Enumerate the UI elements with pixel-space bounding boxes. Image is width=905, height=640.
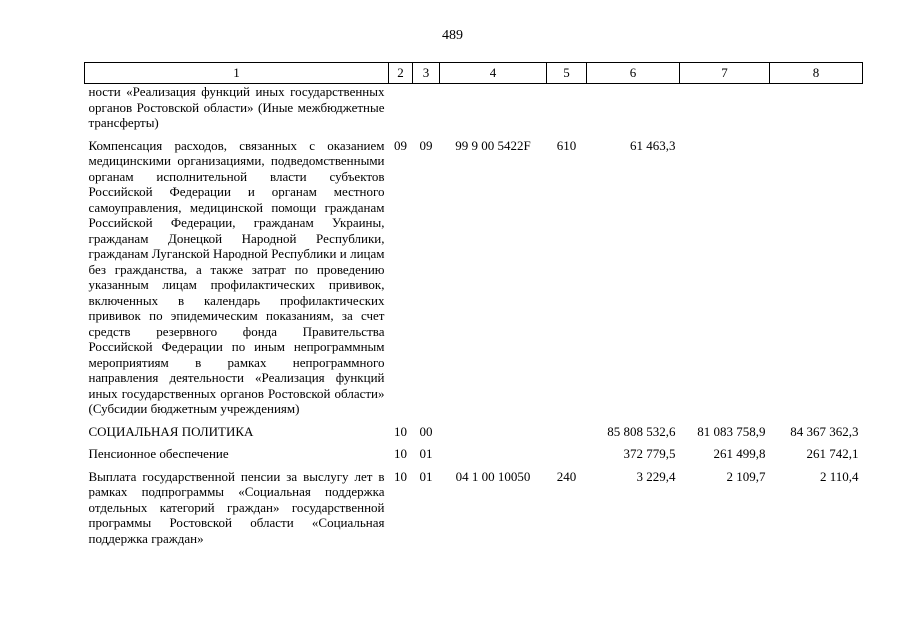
expense-type-code <box>547 417 587 440</box>
row-description: СОЦИАЛЬНАЯ ПОЛИТИКА <box>88 423 254 439</box>
row-description: Выплата государственной пенсии за выслугу лет в рамках подпрограммы «Социальная поддержка отдельных категорий граждан» государственной программы Ростовской области «Социальная поддержка граждан» <box>88 468 385 546</box>
amount-col6: 372 779,5 <box>623 446 676 461</box>
column-header: 2 <box>389 63 413 84</box>
subsection-code: 09 <box>419 137 433 153</box>
table-row <box>85 439 863 462</box>
header-row <box>85 63 863 84</box>
table-row <box>85 131 863 417</box>
table-row <box>85 417 863 440</box>
section-code: 10 <box>394 446 407 461</box>
amount-col6: 85 808 532,6 <box>607 423 676 439</box>
table-row <box>85 462 863 547</box>
table-row <box>85 84 863 131</box>
amount-col8: 84 367 362,3 <box>790 423 859 439</box>
amount-col7: 261 499,8 <box>713 446 766 461</box>
column-header: 3 <box>413 63 440 84</box>
column-header: 8 <box>770 63 863 84</box>
column-header: 7 <box>680 63 770 84</box>
page-number: 489 <box>442 28 463 43</box>
amount-col7 <box>680 131 770 417</box>
row-description: Компенсация расходов, связанных с оказанием медицинскими организациями, подведомственными органам исполнительной власти субъектов Российской Федерации и органам местного самоуправления, медицинской помощи гражданам Российской Федерации, гражданам Украины, гражданам Донецкой Народной Республики, гражданам Луганской Народной Республики и лицам без гражданства, а также затрат по проведению указанным лицам профилактических прививок, включенных в календарь профилактических прививок по эпидемическим показаниям, за счет средств резервного фонда Правительства Российской Федерации по иным непрограммным мероприятиям в рамках непрограммного направления деятельности «Реализация функций иных государственных органов Ростовской области» (Субсидии бюджетным учреждениям) <box>88 137 385 416</box>
subsection-code: 01 <box>419 468 433 484</box>
amount-col6 <box>587 84 680 131</box>
column-header: 5 <box>547 63 587 84</box>
amount-col8 <box>770 131 863 417</box>
amount-col7: 81 083 758,9 <box>697 423 766 439</box>
amount-col6: 3 229,4 <box>636 468 676 484</box>
target-article-code <box>440 439 547 462</box>
section-code <box>389 84 413 131</box>
subsection-code <box>413 84 440 131</box>
amount-col8 <box>770 84 863 131</box>
budget-table <box>84 62 863 546</box>
column-header: 6 <box>587 63 680 84</box>
subsection-code: 00 <box>419 423 433 439</box>
section-code: 09 <box>394 137 407 153</box>
column-header: 1 <box>85 63 389 84</box>
row-description: Пенсионное обеспечение <box>88 446 229 461</box>
section-code: 10 <box>394 468 407 484</box>
target-article-code <box>440 84 547 131</box>
amount-col7 <box>680 84 770 131</box>
amount-col8: 2 110,4 <box>819 468 859 484</box>
subsection-code: 01 <box>419 446 433 461</box>
expense-type-code <box>547 439 587 462</box>
target-article-code: 99 9 00 5422F <box>455 137 531 153</box>
target-article-code <box>440 417 547 440</box>
section-code: 10 <box>394 423 407 439</box>
amount-col6: 61 463,3 <box>630 137 676 153</box>
amount-col8: 261 742,1 <box>806 446 859 461</box>
expense-type-code: 240 <box>556 468 577 484</box>
row-description: ности «Реализация функций иных государственных органов Ростовской области» (Иные межбюджетные трансферты) <box>88 84 385 130</box>
expense-type-code <box>547 84 587 131</box>
target-article-code: 04 1 00 10050 <box>455 468 531 484</box>
column-header: 4 <box>440 63 547 84</box>
expense-type-code: 610 <box>556 137 577 153</box>
amount-col7: 2 109,7 <box>726 468 766 484</box>
